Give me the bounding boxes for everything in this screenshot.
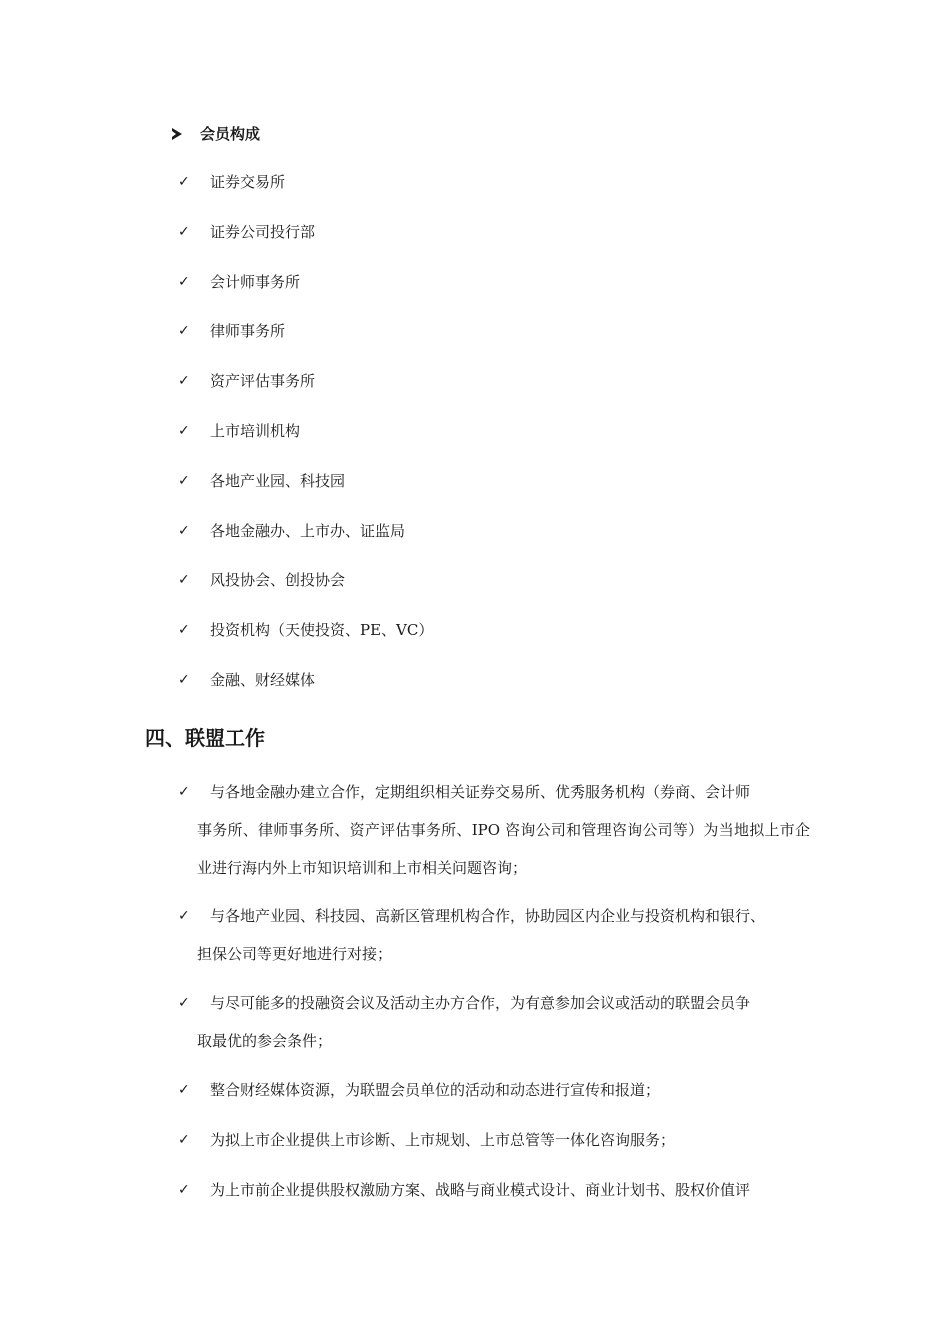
- list-item: [178, 668, 433, 718]
- list-item-continuation: 事务所、律师事务所、资产评估事务所、IPO 咨询公司和管理咨询公司等）为当地拟上市企业进行海内外上市知识培训和上市相关问题咨询；: [197, 821, 810, 877]
- list-item: [178, 991, 810, 1078]
- check-icon: ✓: [178, 174, 190, 190]
- check-icon: ✓: [178, 273, 190, 290]
- list-item-text-block: [210, 1171, 810, 1209]
- list-item-text: 上市培训机构: [210, 421, 301, 440]
- list-item: [178, 904, 810, 991]
- list-item: [178, 1178, 810, 1228]
- check-icon: ✓: [178, 422, 190, 439]
- check-icon: ✓: [178, 622, 190, 639]
- list-item: [178, 270, 433, 320]
- list-item-text: 各地金融办、上市办、证监局: [210, 521, 406, 540]
- list-item-text: 投资机构（天使投资、PE、VC）: [210, 621, 434, 640]
- alliance-work-list: [178, 780, 810, 1228]
- list-item-first-line: 整合财经媒体资源，为联盟会员单位的活动和动态进行宣传和报道；: [210, 1081, 661, 1099]
- list-item-text-block: [210, 1121, 810, 1159]
- list-item-text: 金融、财经媒体: [210, 670, 316, 689]
- list-item: [178, 369, 433, 419]
- list-item-first-line: 与尽可能多的投融资会议及活动主办方合作，为有意参加会议或活动的联盟会员争: [210, 994, 751, 1012]
- list-item-text: 各地产业园、科技园: [210, 471, 346, 490]
- check-icon: ✓: [178, 908, 190, 924]
- list-item-text-block: [197, 897, 810, 973]
- arrow-icon: [172, 128, 182, 140]
- check-icon: ✓: [178, 995, 190, 1011]
- check-icon: ✓: [178, 373, 190, 390]
- list-item: [178, 419, 433, 469]
- list-item-continuation: 担保公司等更好地进行对接；: [197, 945, 393, 963]
- list-item-text: 风投协会、创投协会: [210, 571, 346, 590]
- check-icon: ✓: [178, 1132, 190, 1148]
- check-icon: ✓: [178, 671, 190, 688]
- member-composition-title: 会员构成: [200, 125, 261, 143]
- list-item: [178, 568, 433, 618]
- list-item: [178, 780, 810, 904]
- list-item: [178, 618, 433, 668]
- member-list: [178, 170, 433, 718]
- list-item-text-block: [197, 773, 810, 887]
- list-item-text-block: [197, 984, 810, 1060]
- check-icon: ✓: [178, 323, 190, 340]
- list-item: [178, 170, 433, 220]
- check-icon: ✓: [178, 784, 190, 800]
- section-title-alliance-work: 四、联盟工作: [145, 726, 265, 750]
- check-icon: ✓: [178, 223, 190, 240]
- check-icon: ✓: [178, 472, 190, 489]
- list-item: [178, 319, 433, 369]
- list-item-text: 证券交易所: [210, 173, 286, 191]
- list-item: [178, 469, 433, 519]
- list-item-text: 证券公司投行部: [210, 222, 316, 241]
- list-item-text: 律师事务所: [210, 322, 286, 341]
- list-item-first-line: 为上市前企业提供股权激励方案、战略与商业模式设计、商业计划书、股权价值评: [210, 1181, 751, 1199]
- check-icon: ✓: [178, 572, 190, 589]
- list-item-text: 资产评估事务所: [210, 372, 316, 391]
- check-icon: ✓: [178, 1182, 190, 1198]
- list-item-first-line: 与各地产业园、科技园、高新区管理机构合作，协助园区内企业与投资机构和银行、: [210, 907, 766, 925]
- list-item-text-block: [210, 1071, 810, 1109]
- check-icon: ✓: [178, 1082, 190, 1098]
- list-item: [178, 519, 433, 569]
- list-item-first-line: 为拟上市企业提供上市诊断、上市规划、上市总管等一体化咨询服务；: [210, 1131, 676, 1149]
- list-item: [178, 220, 433, 270]
- check-icon: ✓: [178, 522, 190, 539]
- member-composition-heading: [172, 122, 260, 146]
- list-item-first-line: 与各地金融办建立合作，定期组织相关证券交易所、优秀服务机构（券商、会计师: [210, 783, 751, 801]
- list-item-text: 会计师事务所: [210, 272, 301, 291]
- list-item-continuation: 取最优的参会条件；: [197, 1032, 333, 1050]
